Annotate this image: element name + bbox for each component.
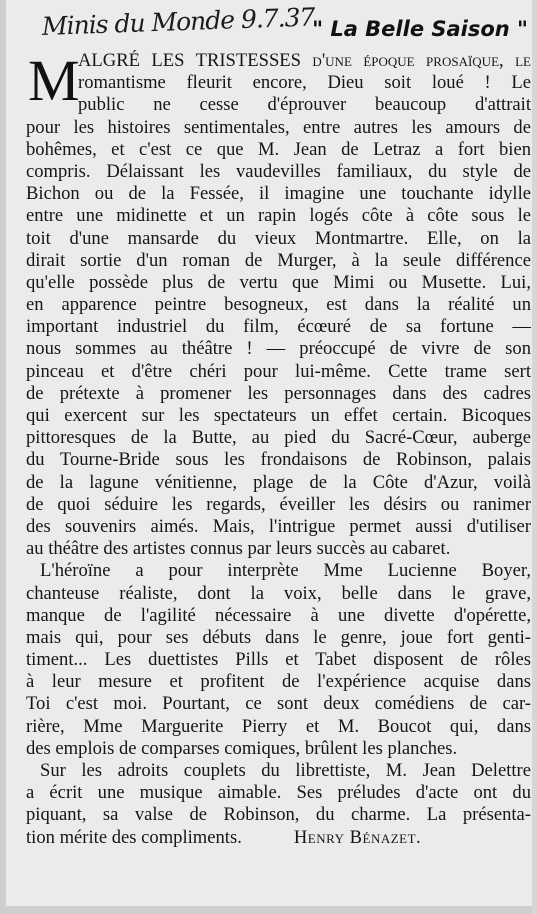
article-line: Sur les adroits couplets du librettiste, M. Jean Delettre xyxy=(40,760,531,781)
article-line: piquant, sa valse de Robinson, du charme. La présenta- xyxy=(26,804,531,826)
article-line: chanteuse réaliste, dont la voix, belle dans le grave, xyxy=(26,582,531,604)
article-line: entre une midinette et un rapin logés côte à côte sous le xyxy=(26,205,531,227)
handwritten-annotation: Minis du Monde 9.7.37 xyxy=(41,2,315,41)
article-line: des souvenirs aimés. Mais, l'intrigue permet aussi d'utiliser xyxy=(26,515,531,537)
article-line: timent... Les duettistes Pills et Tabet disposent de rôles xyxy=(26,649,531,671)
article-line: important industriel du film, écœuré de sa fortune — xyxy=(26,316,531,338)
article-line: à leur mesure et profitent de l'expérience acquise dans xyxy=(26,671,531,693)
article-line-final xyxy=(26,827,531,849)
article-line: de prétexte à promener les personnages dans des cadres xyxy=(26,382,531,404)
article-line: bohêmes, et c'est ce que M. Jean de Letraz a fort bien xyxy=(26,138,531,160)
article-line: pour les histoires sentimentales, entre autres les amours de xyxy=(26,116,531,138)
article-line: L'héroïne a pour interprète Mme Lucienne Boyer, xyxy=(40,560,531,582)
article-line: Bichon ou de la Fessée, il imagine une touchante idylle xyxy=(26,183,531,205)
article-line: toit d'une mansarde du vieux Montmartre. Elle, on la xyxy=(26,227,531,249)
article-line: rière, Mme Marguerite Pierry et M. Boucot qui, dans xyxy=(26,715,531,737)
article-line: de la lagune vénitienne, plage de la Côte d'Azur, voilà xyxy=(26,471,531,493)
article-line: manque de l'agilité nécessaire à une divette d'opérette, xyxy=(26,604,531,626)
article-line: ALGRÉ LES TRISTESSES d'une époque prosaïque, le xyxy=(78,50,531,71)
article-line: pinceau et d'être chéri pour lui-même. Cette trame sert xyxy=(26,360,531,382)
drop-cap: M xyxy=(28,48,80,113)
article-line: compris. Délaissant les vaudevilles familiaux, du style de xyxy=(26,160,531,182)
article-line: en apparence peintre besogneux, est dans la réalité un xyxy=(26,294,531,316)
article-line: des emplois de comparses comiques, brûlent les planches. xyxy=(26,737,458,759)
article-line: a écrit une musique aimable. Ses préludes d'acte ont du xyxy=(26,782,531,804)
article-line: du Tourne-Bride sous les frondaisons de Robinson, palais xyxy=(26,449,531,471)
header xyxy=(41,2,536,46)
article-line: pittoresques de la Butte, au pied du Sacré-Cœur, auberge xyxy=(26,427,531,449)
article-line: qui exercent sur les spectateurs un effet certain. Bicoques xyxy=(26,405,531,426)
article-line: mais qui, pour ses débuts dans le genre, joue fort genti- xyxy=(26,626,531,648)
article-body xyxy=(26,50,531,849)
article-line-text: tion mérite des compliments. xyxy=(26,826,242,848)
author-signature: Henry Bénazet. xyxy=(293,826,422,848)
article-line: nous sommes au théâtre ! — préoccupé de vivre de son xyxy=(26,338,531,360)
article-line: Toi c'est moi. Pourtant, ce sont deux comédiens de car- xyxy=(26,693,531,715)
article-line: dirait sortie d'un roman de Murger, à la seule différence xyxy=(26,249,531,271)
article-line: au théâtre des artistes connus par leurs succès au cabaret. xyxy=(26,538,451,560)
article-line: de quoi séduire les regards, éveiller les désirs ou ranimer xyxy=(26,493,531,515)
article-line: public ne cesse d'éprouver beaucoup d'attrait xyxy=(78,94,531,116)
article-line: romantisme fleurit encore, Dieu soit loué ! Le xyxy=(78,72,531,94)
article-title: " La Belle Saison " xyxy=(312,17,528,41)
article-line: qu'elle possède plus de vertu que Mimi ou Musette. Lui, xyxy=(26,271,531,293)
